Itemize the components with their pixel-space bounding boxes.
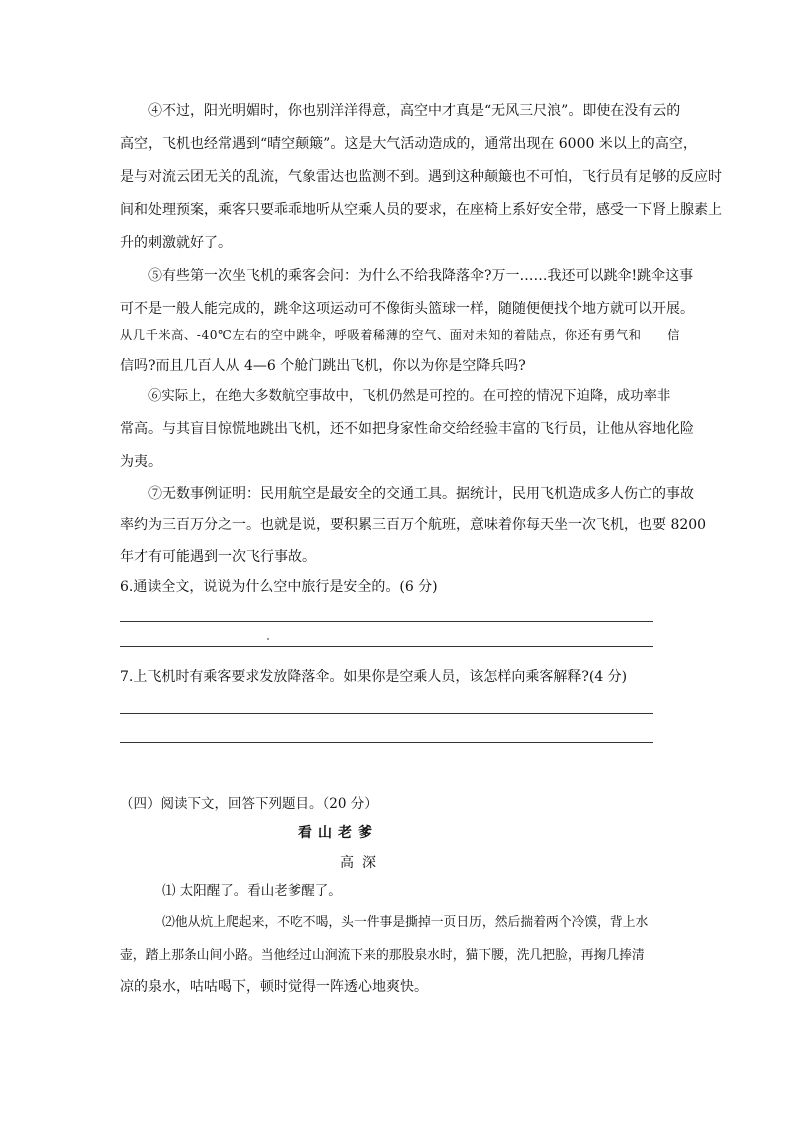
paragraph-4-line-1: ④不过，阳光明媚时，你也别洋洋得意，高空中才真是“无风三尺浪”。即使在没有云的 bbox=[148, 103, 681, 119]
paragraph-7-line-1: ⑦无数事例证明：民用航空是最安全的交通工具。据统计，民用飞机造成多人伤亡的事故 bbox=[148, 486, 694, 502]
story-author: 高深 bbox=[340, 855, 384, 871]
paragraph-4-line-4: 间和处理预案，乘客只要乖乖地听从空乘人员的要求，在座椅上系好安全带，感受一下肾上腺素上 bbox=[120, 202, 722, 218]
stray-mark bbox=[267, 638, 269, 640]
answer-line-q6-2[interactable] bbox=[120, 646, 653, 647]
paragraph-7-line-3: 年才有可能遇到一次飞行事故。 bbox=[120, 549, 316, 565]
paragraph-5-line-2: 可不是一般人能完成的，跳伞这项运动可不像街头篮球一样，随随便便找个地方就可以开展。 bbox=[120, 301, 694, 317]
paragraph-6-line-2: 常高。与其盲目惊慌地跳出飞机，还不如把身家性命交给经验丰富的飞行员，让他从容地化险 bbox=[120, 421, 694, 437]
story-paragraph-2-line-1: ⑵他从炕上爬起来，不吃不喝，头一件事是撕掉一页日历，然后揣着两个冷馍，背上水 bbox=[162, 915, 649, 930]
paragraph-6-line-3: 为夷。 bbox=[120, 454, 162, 470]
story-paragraph-2-line-2: 壶，踏上那条山间小路。当他经过山涧流下来的那股泉水时，猫下腰，洗几把脸，再掬几捧清 bbox=[120, 948, 645, 963]
paragraph-5-line-3 bbox=[120, 329, 680, 341]
question-6: 6.通读全文，说说为什么空中旅行是安全的。(6 分) bbox=[120, 579, 438, 595]
section-4-heading: （四）阅读下文，回答下列题目。（20 分） bbox=[120, 796, 378, 812]
question-7: 7.上飞机时有乘客要求发放降落伞。如果你是空乘人员，该怎样向乘客解释?(4 分) bbox=[120, 669, 628, 685]
answer-line-q6-1[interactable] bbox=[120, 621, 653, 622]
story-paragraph-1: ⑴ 太阳醒了。看山老爹醒了。 bbox=[162, 883, 342, 899]
paragraph-5-line-4: 信吗?而且几百人从 4—6 个舱门跳出飞机，你以为你是空降兵吗? bbox=[120, 358, 526, 374]
paragraph-5-line-3-left: 从几千米高、-40℃左右的空中跳伞，呼吸着稀薄的空气、面对未知的着陆点，你还有勇气和 bbox=[120, 328, 642, 342]
paragraph-6-line-1: ⑥实际上，在绝大多数航空事故中，飞机仍然是可控的。在可控的情况下迫降，成功率非 bbox=[148, 389, 671, 404]
story-title: 看山老爹 bbox=[298, 825, 378, 841]
paragraph-5-line-3-right: 信 bbox=[667, 328, 680, 342]
paragraph-4-line-2: 高空，飞机也经常遇到“晴空颠簸”。这是大气活动造成的，通常出现在 6000 米以上的高空， bbox=[120, 136, 697, 152]
paragraph-7-line-2: 率约为三百万分之一。也就是说，要积累三百万个航班，意味着你每天坐一次飞机，也要 8200 bbox=[120, 517, 707, 533]
answer-line-q7-2[interactable] bbox=[120, 742, 653, 743]
answer-line-q7-1[interactable] bbox=[120, 713, 653, 714]
paragraph-4-line-3: 是与对流云团无关的乱流，气象雷达也监测不到。遇到这种颠簸也不可怕，飞行员有足够的反应时 bbox=[120, 169, 722, 185]
story-paragraph-2-line-3: 凉的泉水，咕咕喝下，顿时觉得一阵透心地爽快。 bbox=[120, 979, 428, 995]
paragraph-4-line-5: 升的刺激就好了。 bbox=[120, 235, 232, 251]
paragraph-5-line-1: ⑤有些第一次坐飞机的乘客会问：为什么不给我降落伞?万一……我还可以跳伞!跳伞这事 bbox=[148, 268, 694, 284]
